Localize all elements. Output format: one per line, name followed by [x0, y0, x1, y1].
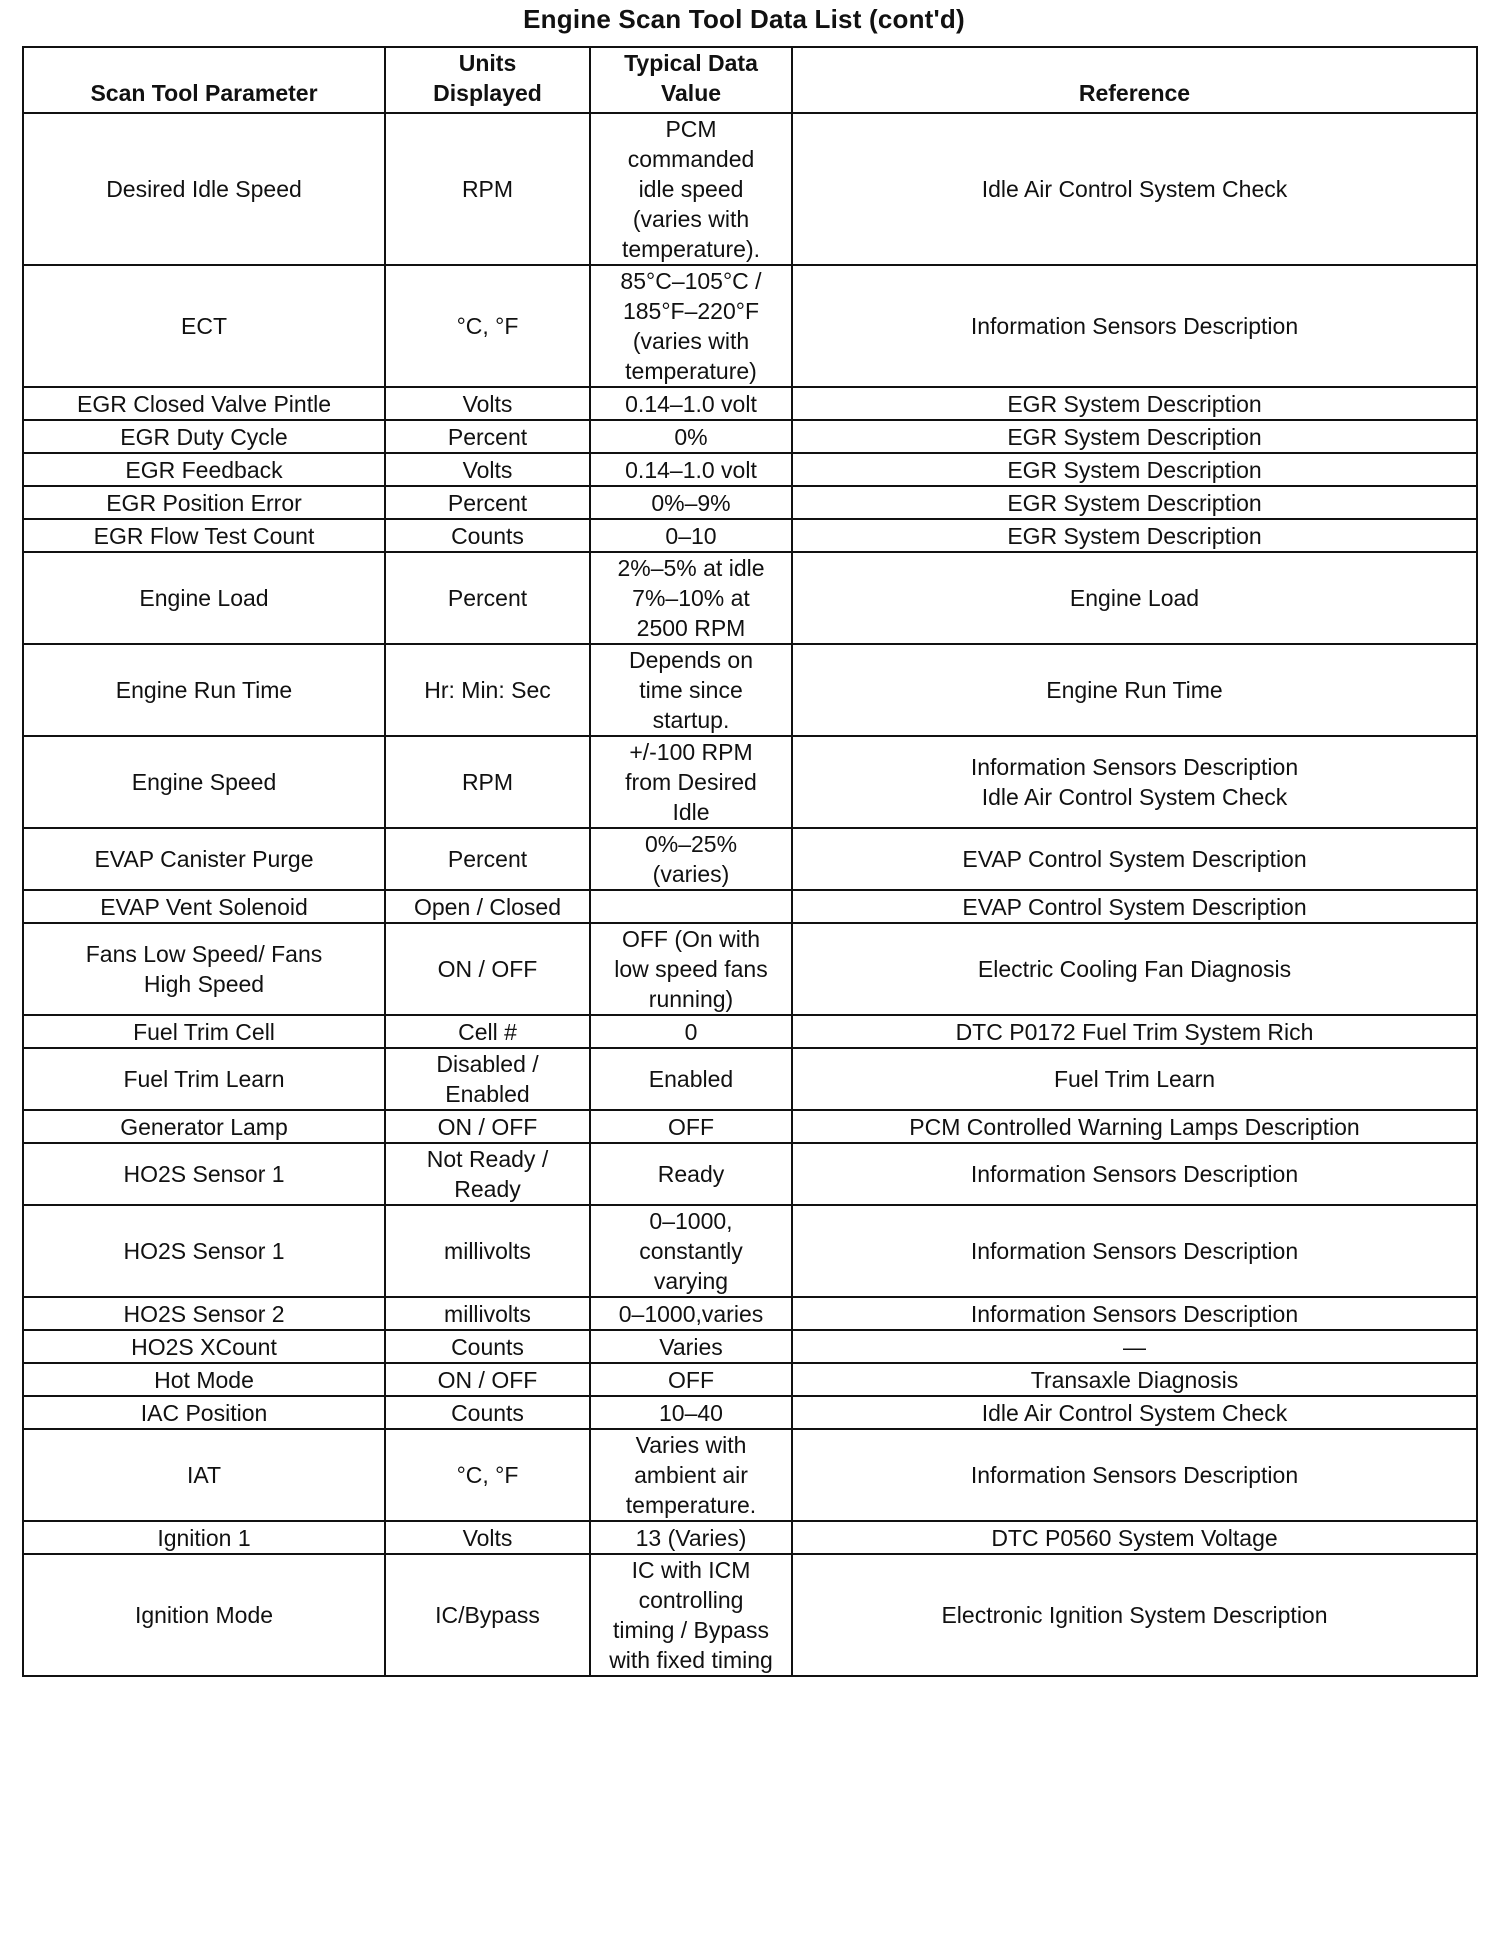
table-row [23, 923, 1477, 1015]
table-row [23, 420, 1477, 453]
cell-typical-value: 0.14–1.0 volt [590, 387, 792, 420]
table-row [23, 113, 1477, 265]
cell-units: millivolts [385, 1297, 590, 1330]
cell-parameter: Fuel Trim Learn [23, 1048, 385, 1110]
cell-typical-value: 0–10 [590, 519, 792, 552]
table-row [23, 1048, 1477, 1110]
cell-reference: Idle Air Control System Check [792, 113, 1477, 265]
cell-parameter: Fans Low Speed/ Fans High Speed [23, 923, 385, 1015]
cell-reference: DTC P0560 System Voltage [792, 1521, 1477, 1554]
cell-parameter: EGR Flow Test Count [23, 519, 385, 552]
column-header-reference: Reference [792, 47, 1477, 113]
cell-typical-value: Ready [590, 1143, 792, 1205]
cell-units: Volts [385, 387, 590, 420]
cell-reference: EGR System Description [792, 519, 1477, 552]
cell-typical-value: 85°C–105°C / 185°F–220°F (varies with temperature) [590, 265, 792, 387]
cell-units: millivolts [385, 1205, 590, 1297]
cell-units: Counts [385, 1330, 590, 1363]
cell-reference: Electric Cooling Fan Diagnosis [792, 923, 1477, 1015]
cell-units: Percent [385, 420, 590, 453]
cell-parameter: HO2S Sensor 1 [23, 1143, 385, 1205]
cell-reference: EVAP Control System Description [792, 828, 1477, 890]
cell-typical-value: 0 [590, 1015, 792, 1048]
cell-parameter: Engine Speed [23, 736, 385, 828]
cell-parameter: EVAP Vent Solenoid [23, 890, 385, 923]
table-row [23, 387, 1477, 420]
cell-units: Percent [385, 486, 590, 519]
cell-reference: DTC P0172 Fuel Trim System Rich [792, 1015, 1477, 1048]
cell-parameter: Ignition 1 [23, 1521, 385, 1554]
table-body [23, 113, 1477, 1676]
cell-reference: Engine Load [792, 552, 1477, 644]
cell-typical-value: 0.14–1.0 volt [590, 453, 792, 486]
cell-units: Percent [385, 828, 590, 890]
cell-parameter: Engine Run Time [23, 644, 385, 736]
cell-reference: EGR System Description [792, 387, 1477, 420]
cell-parameter: IAC Position [23, 1396, 385, 1429]
table-row [23, 1396, 1477, 1429]
cell-parameter: HO2S Sensor 1 [23, 1205, 385, 1297]
cell-reference: — [792, 1330, 1477, 1363]
table-row [23, 453, 1477, 486]
cell-units: IC/Bypass [385, 1554, 590, 1676]
cell-units: ON / OFF [385, 1110, 590, 1143]
table-row [23, 1297, 1477, 1330]
cell-units: Volts [385, 1521, 590, 1554]
cell-parameter: IAT [23, 1429, 385, 1521]
cell-parameter: Desired Idle Speed [23, 113, 385, 265]
cell-reference: Electronic Ignition System Description [792, 1554, 1477, 1676]
cell-typical-value: OFF [590, 1110, 792, 1143]
cell-reference: EGR System Description [792, 486, 1477, 519]
cell-reference: Transaxle Diagnosis [792, 1363, 1477, 1396]
cell-parameter: Fuel Trim Cell [23, 1015, 385, 1048]
cell-units: Counts [385, 519, 590, 552]
cell-reference: Fuel Trim Learn [792, 1048, 1477, 1110]
table-row [23, 644, 1477, 736]
table-row [23, 1429, 1477, 1521]
table-row [23, 486, 1477, 519]
cell-reference: EVAP Control System Description [792, 890, 1477, 923]
cell-typical-value: 0%–25% (varies) [590, 828, 792, 890]
table-row [23, 552, 1477, 644]
cell-units: ON / OFF [385, 1363, 590, 1396]
cell-units: Disabled / Enabled [385, 1048, 590, 1110]
cell-units: ON / OFF [385, 923, 590, 1015]
table-row [23, 519, 1477, 552]
cell-typical-value: 0–1000, constantly varying [590, 1205, 792, 1297]
cell-typical-value: Varies with ambient air temperature. [590, 1429, 792, 1521]
cell-typical-value: 2%–5% at idle 7%–10% at 2500 RPM [590, 552, 792, 644]
cell-reference: Information Sensors Description [792, 265, 1477, 387]
cell-typical-value: 0% [590, 420, 792, 453]
cell-parameter: Hot Mode [23, 1363, 385, 1396]
cell-units: Volts [385, 453, 590, 486]
cell-reference: Information Sensors Description [792, 1297, 1477, 1330]
column-header-parameter: Scan Tool Parameter [23, 47, 385, 113]
cell-reference: Information Sensors Description [792, 1205, 1477, 1297]
cell-parameter: HO2S Sensor 2 [23, 1297, 385, 1330]
cell-reference: Information Sensors Description [792, 1143, 1477, 1205]
column-header-units: Units Displayed [385, 47, 590, 113]
table-row [23, 1363, 1477, 1396]
cell-reference: Engine Run Time [792, 644, 1477, 736]
cell-parameter: Generator Lamp [23, 1110, 385, 1143]
table-row [23, 1015, 1477, 1048]
cell-reference: Information Sensors Description [792, 1429, 1477, 1521]
table-header-row [23, 47, 1477, 113]
table-row [23, 1110, 1477, 1143]
cell-units: Not Ready / Ready [385, 1143, 590, 1205]
cell-units: °C, °F [385, 1429, 590, 1521]
cell-units: Percent [385, 552, 590, 644]
cell-parameter: Ignition Mode [23, 1554, 385, 1676]
cell-parameter: EGR Feedback [23, 453, 385, 486]
cell-units: Hr: Min: Sec [385, 644, 590, 736]
table-row [23, 1330, 1477, 1363]
table-row [23, 1143, 1477, 1205]
table-row [23, 890, 1477, 923]
cell-units: Counts [385, 1396, 590, 1429]
cell-reference: EGR System Description [792, 453, 1477, 486]
cell-typical-value: Enabled [590, 1048, 792, 1110]
cell-typical-value: IC with ICM controlling timing / Bypass with fixed timing [590, 1554, 792, 1676]
table-row [23, 1554, 1477, 1676]
cell-units: RPM [385, 113, 590, 265]
cell-parameter: EGR Position Error [23, 486, 385, 519]
cell-typical-value: 10–40 [590, 1396, 792, 1429]
cell-typical-value: 0–1000,varies [590, 1297, 792, 1330]
table-row [23, 265, 1477, 387]
cell-typical-value: Depends on time since startup. [590, 644, 792, 736]
cell-units: Open / Closed [385, 890, 590, 923]
cell-typical-value: Varies [590, 1330, 792, 1363]
table-row [23, 1205, 1477, 1297]
cell-parameter: EGR Closed Valve Pintle [23, 387, 385, 420]
cell-parameter: ECT [23, 265, 385, 387]
cell-parameter: HO2S XCount [23, 1330, 385, 1363]
cell-parameter: EGR Duty Cycle [23, 420, 385, 453]
cell-reference: Information Sensors Description Idle Air Control System Check [792, 736, 1477, 828]
cell-typical-value: 13 (Varies) [590, 1521, 792, 1554]
table-row [23, 736, 1477, 828]
table-row [23, 828, 1477, 890]
cell-reference: Idle Air Control System Check [792, 1396, 1477, 1429]
cell-typical-value: PCM commanded idle speed (varies with temperature). [590, 113, 792, 265]
cell-units: Cell # [385, 1015, 590, 1048]
page-title: Engine Scan Tool Data List (cont'd) [523, 4, 965, 34]
cell-reference: EGR System Description [792, 420, 1477, 453]
cell-units: °C, °F [385, 265, 590, 387]
cell-parameter: EVAP Canister Purge [23, 828, 385, 890]
cell-typical-value: OFF (On with low speed fans running) [590, 923, 792, 1015]
cell-typical-value [590, 890, 792, 923]
cell-units: RPM [385, 736, 590, 828]
cell-parameter: Engine Load [23, 552, 385, 644]
cell-typical-value: +/-100 RPM from Desired Idle [590, 736, 792, 828]
column-header-value: Typical Data Value [590, 47, 792, 113]
cell-typical-value: OFF [590, 1363, 792, 1396]
scan-tool-data-table [22, 46, 1478, 1677]
cell-typical-value: 0%–9% [590, 486, 792, 519]
table-row [23, 1521, 1477, 1554]
cell-reference: PCM Controlled Warning Lamps Description [792, 1110, 1477, 1143]
